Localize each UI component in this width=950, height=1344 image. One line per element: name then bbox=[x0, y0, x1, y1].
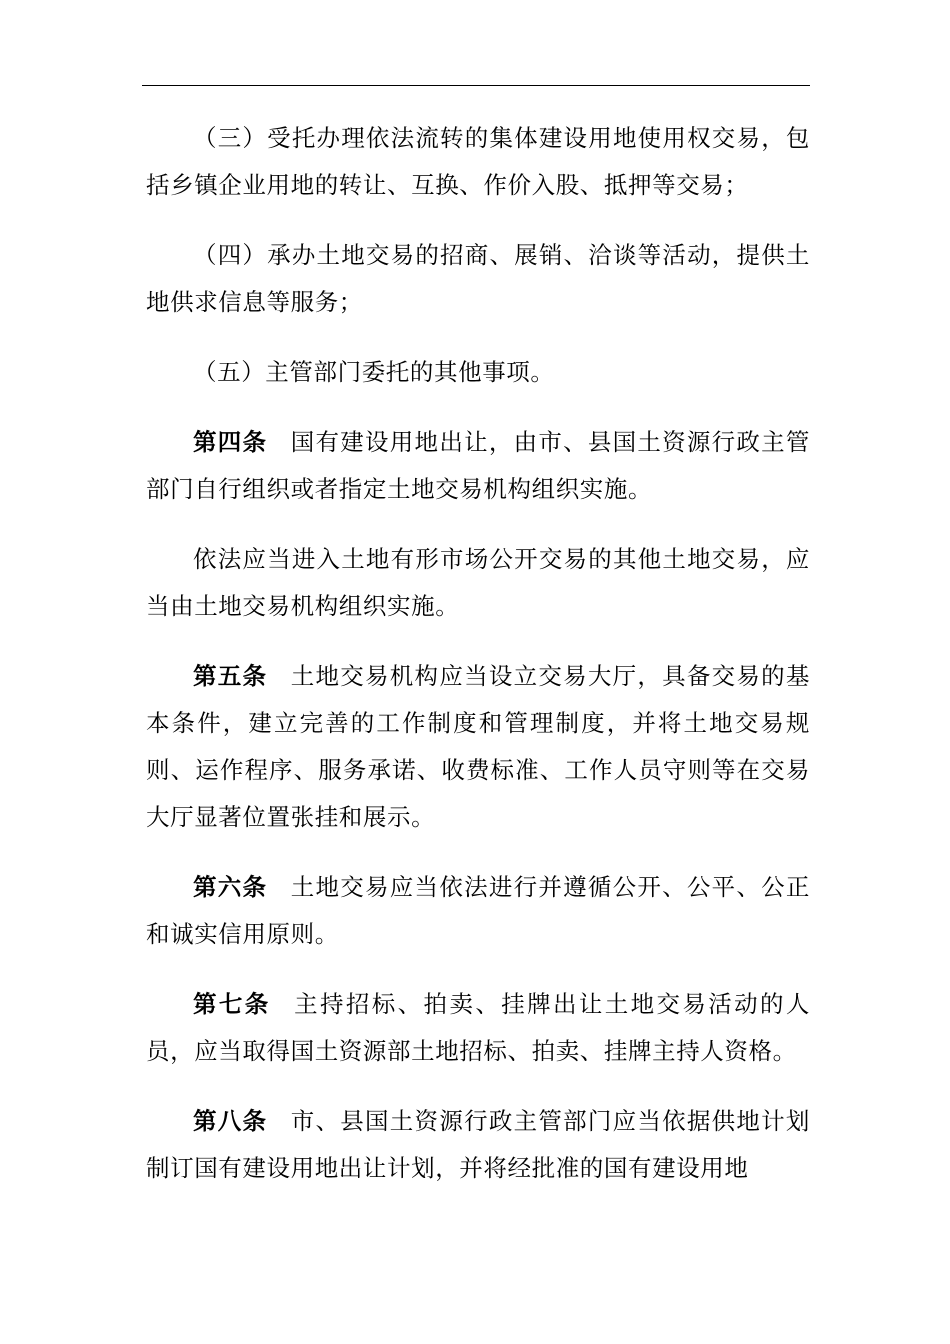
article-5 bbox=[146, 653, 810, 841]
header-rule bbox=[142, 85, 810, 86]
document-body bbox=[146, 115, 810, 1215]
article-8 bbox=[146, 1098, 810, 1192]
paragraph-text: 依法应当进入土地有形市场公开交易的其他土地交易，应当由土地交易机构组织实施。 bbox=[146, 545, 810, 620]
article-4 bbox=[146, 419, 810, 513]
paragraph-text: （五）主管部门委托的其他事项。 bbox=[193, 358, 555, 386]
article-7 bbox=[146, 981, 810, 1075]
article-number: 第四条 bbox=[193, 428, 268, 456]
article-text: 市、县国土资源行政主管部门应当依据供地计划制订国有建设用地出让计划，并将经批准的国有建设用地 bbox=[146, 1107, 810, 1182]
article-text: 土地交易机构应当设立交易大厅，具备交易的基本条件，建立完善的工作制度和管理制度，并将土地交易规则、运作程序、服务承诺、收费标准、工作人员守则等在交易大厅显著位置张挂和展示。 bbox=[146, 662, 810, 831]
article-number: 第八条 bbox=[193, 1107, 268, 1135]
article-number: 第七条 bbox=[193, 990, 271, 1018]
paragraph-item-3 bbox=[146, 115, 810, 209]
article-number: 第六条 bbox=[193, 873, 268, 901]
paragraph-text: （三）受托办理依法流转的集体建设用地使用权交易，包括乡镇企业用地的转让、互换、作价入股、抵押等交易； bbox=[146, 124, 810, 199]
paragraph-text: （四）承办土地交易的招商、展销、洽谈等活动，提供土地供求信息等服务； bbox=[146, 241, 810, 316]
article-6 bbox=[146, 864, 810, 958]
paragraph-item-4 bbox=[146, 232, 810, 326]
article-text: 土地交易应当依法进行并遵循公开、公平、公正和诚实信用原则。 bbox=[146, 873, 810, 948]
article-number: 第五条 bbox=[193, 662, 268, 690]
article-text: 国有建设用地出让，由市、县国土资源行政主管部门自行组织或者指定土地交易机构组织实施。 bbox=[146, 428, 810, 503]
paragraph-item-5 bbox=[146, 349, 810, 396]
article-4-paragraph-2 bbox=[146, 536, 810, 630]
article-text: 主持招标、拍卖、挂牌出让土地交易活动的人员，应当取得国土资源部土地招标、拍卖、挂牌主持人资格。 bbox=[146, 990, 810, 1065]
